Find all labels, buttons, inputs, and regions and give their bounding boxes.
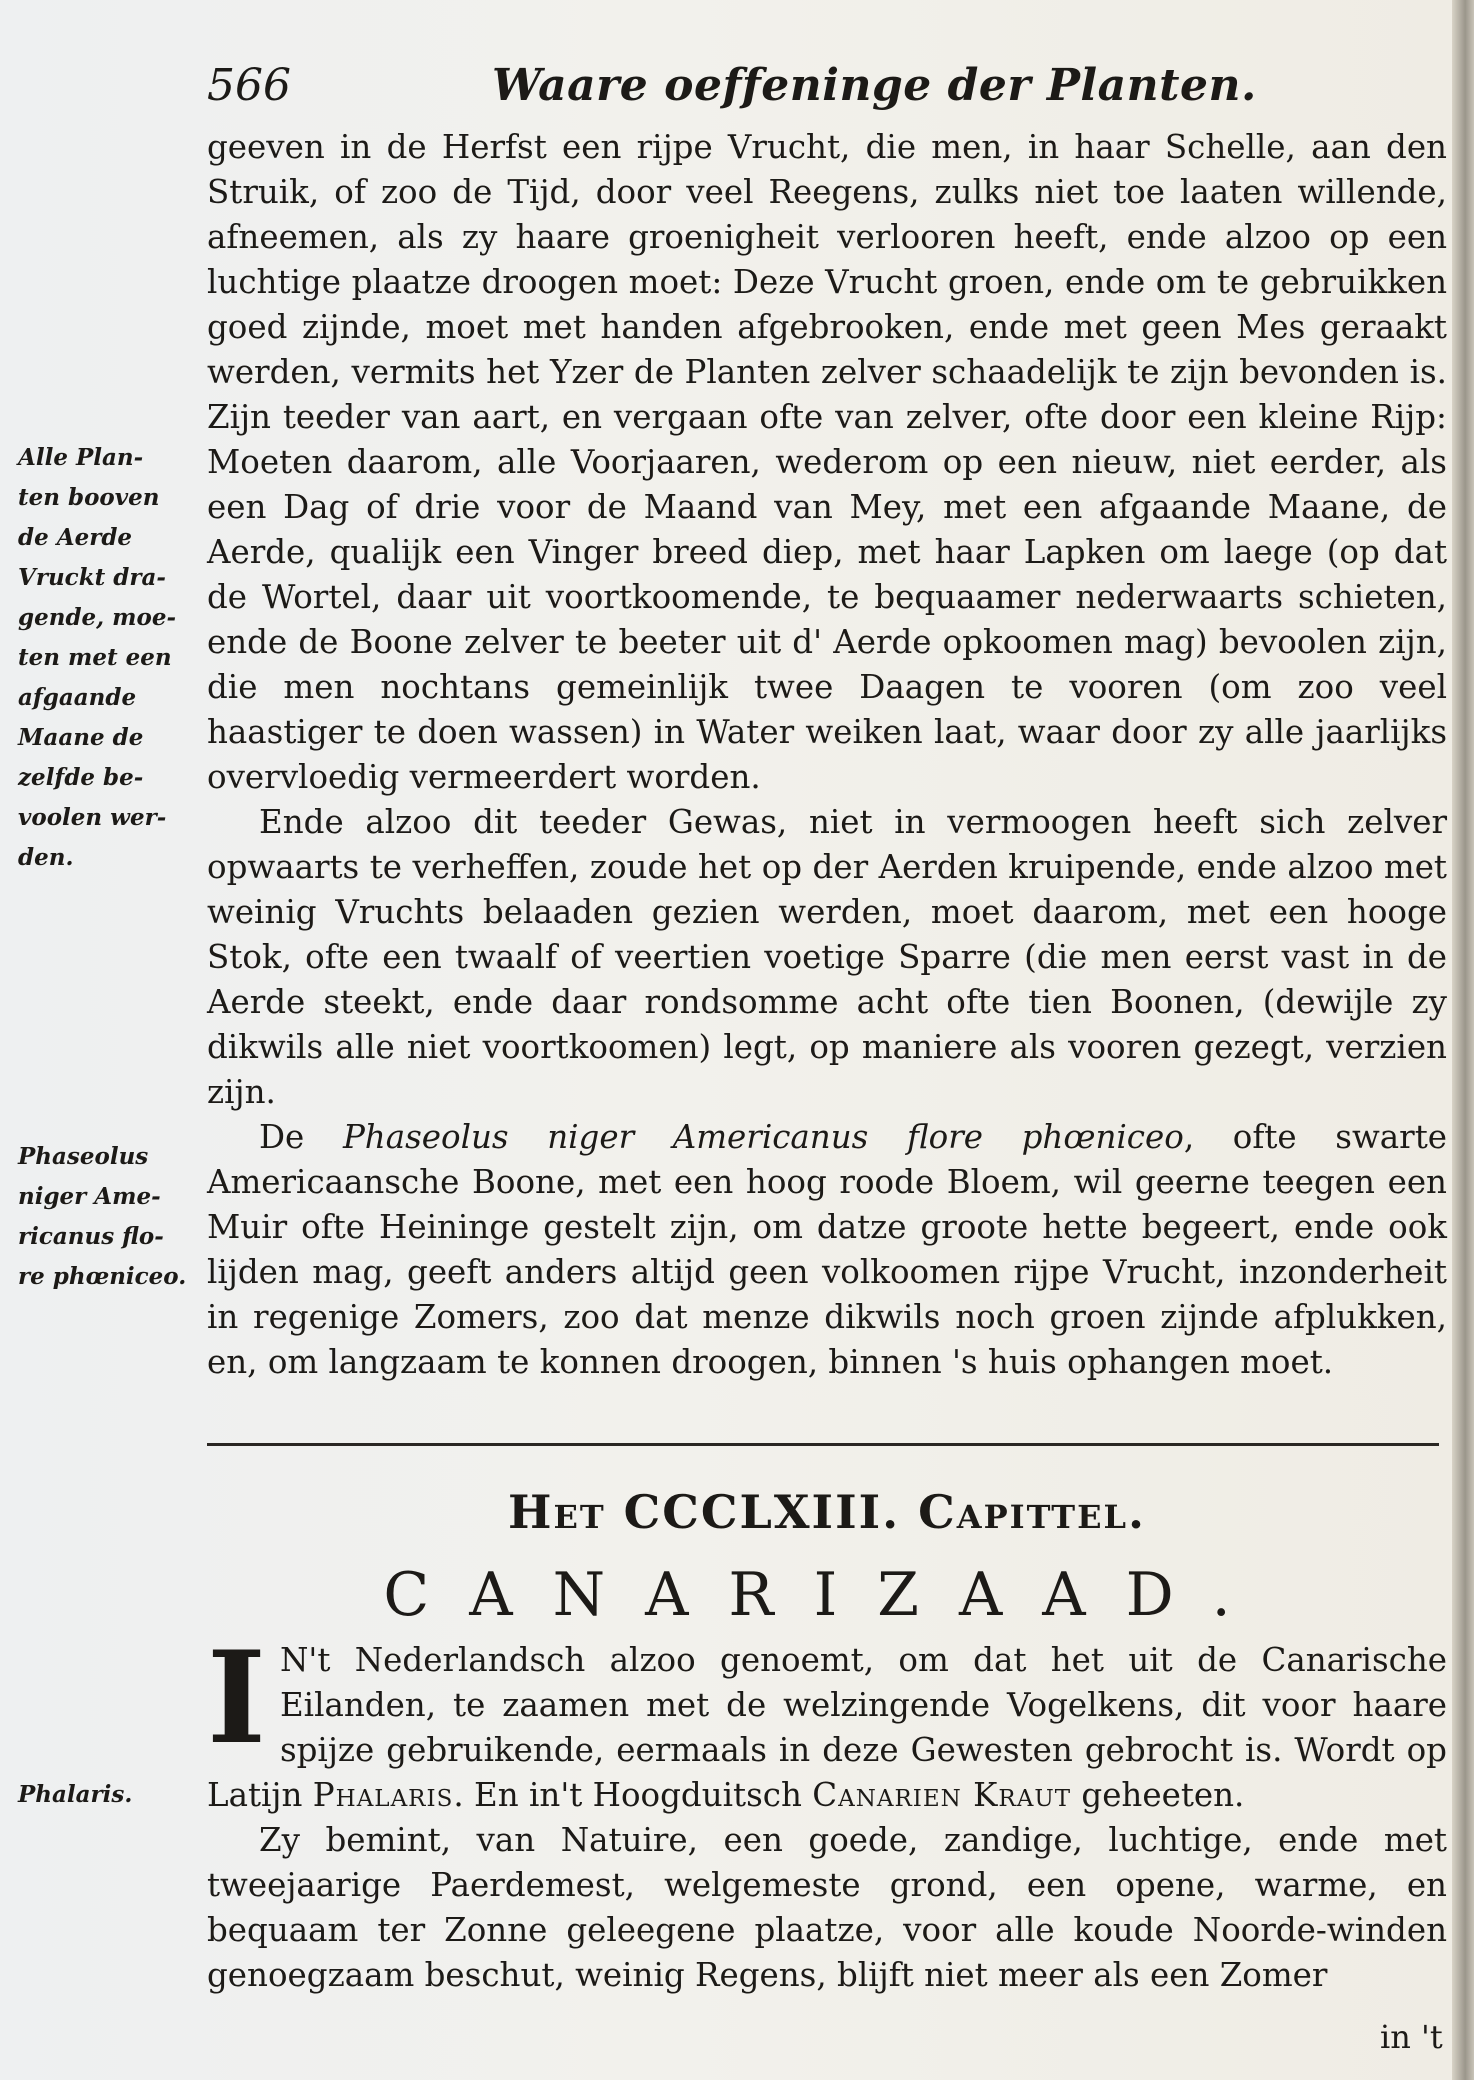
paragraph xyxy=(207,1624,1447,1818)
chapter-title: CANARIZAAD. xyxy=(383,1560,1271,1630)
chapter-heading: Het CCCLXIII. Capittel. xyxy=(508,1485,1146,1539)
paragraph: geeven in de Herfst een rijpe Vrucht, die men, in haar Schelle, aan den Struik, of zoo de Tijd, door veel Reegens, zulks niet toe laaten willende, afneemen, als zy haare groenigheit verlooren heeft, ende alzoo op een luchtige plaatze droogen moet: Deze Vrucht groen, ende om te gebruikken goed zijnde, moet met handen afgebrooken, ende met geen Mes geraakt werden, vermits het Yzer de Planten zelver schaadelijk te zijn bevonden is. Zijn teeder van aart, en vergaan ofte van zelver, ofte door een kleine Rijp: Moeten daarom, alle Voorjaaren, wederom op een nieuw, niet eerder, als een Dag of drie voor de Maand van Mey, met een afgaande Maane, de Aerde, qualijk een Vinger breed diep, met haar Lapken om laege (op dat de Wortel, daar uit voortkoomende, te bequaamer nederwaarts schieten, ende de Boone zelver te beeter uit d' Aerde opkoomen mag) bevoolen zijn, die men nochtans gemeinlijk twee Daagen te vooren (om zoo veel haastiger te doen wassen) in Water weiken laat, waar door zy alle jaarlijks overvloedig vermeerdert worden. xyxy=(207,128,1447,796)
paragraph xyxy=(207,1115,1447,1385)
paragraph-text: geheeten. xyxy=(1071,1776,1245,1814)
catchword: in 't xyxy=(1380,2018,1443,2056)
margin-note-planting xyxy=(18,438,198,878)
main-text xyxy=(207,125,1447,1385)
page-header xyxy=(207,60,1447,120)
latin-name: Phalaris xyxy=(312,1776,454,1814)
paragraph-text: . En in't Hoogduitsch xyxy=(453,1776,813,1814)
margin-note-phalaris xyxy=(18,1775,198,1815)
paragraph xyxy=(207,800,1447,1115)
paragraph-text: , ofte swarte Americaansche Boone, met een hoog roode Bloem, wil geerne teegen een Muir ofte Heininge gestelt zijn, om datze groote hette begeert, ende ook lijden mag, geeft anders altijd geen volkoomen rijpe Vrucht, inzonderheit in regenige Zomers, zoo dat menze dikwils noch groen zijnde afplukken, en, om langzaam te konnen droogen, binnen 's huis ophangen moet. xyxy=(207,1118,1447,1381)
paragraph-text: De xyxy=(259,1118,343,1156)
paragraph-text: Ende alzoo dit teeder Gewas, niet in vermoogen heeft sich zelver opwaarts te verheffen, zoude het op der Aerden kruipende, ende alzoo met weinig Vruchts belaaden gezien werden, moet daarom, met een hooge Stok, ofte een twaalf of veertien voetige Sparre (die men eerst vast in de Aerde steekt, ende daar rondsomme acht ofte tien Boonen, (dewijle zy dikwils alle niet voortkoomen) legt, op maniere als vooren gezegt, verzien zijn. xyxy=(207,803,1447,1111)
section-divider xyxy=(207,1443,1439,1446)
margin-note-phaseolus xyxy=(18,1137,198,1297)
paragraph-text: N't Nederlandsch alzoo genoemt, om dat het uit de Canarische Eilanden, te zaamen met de welzingende Vogelkens, dit voor haare spijze gebruikende, eermaals in deze Gewesten gebrocht is. Wordt op Latijn xyxy=(207,1641,1447,1814)
chapter-text xyxy=(207,1624,1447,1998)
page-number: 566 xyxy=(207,60,291,111)
german-name: Canarien Kraut xyxy=(812,1776,1072,1814)
running-title: Waare oeffeninge der Planten. xyxy=(492,60,1257,111)
paragraph: Zy bemint, van Natuire, een goede, zandige, luchtige, ende met tweejaarige Paerdemest, welgemeste grond, een opene, warme, en bequaam ter Zonne geleegene plaatze, voor alle koude Noorde-winden genoegzaam beschut, weinig Regens, blijft niet meer als een Zomer xyxy=(207,1821,1447,1994)
drop-cap: I xyxy=(207,1624,266,1772)
latin-name: Phaseolus niger Americanus flore phœniceo xyxy=(342,1118,1184,1156)
margin-note-text: Phaseolus niger Ame- ricanus flo- re phœniceo. xyxy=(18,1143,187,1290)
margin-note-text: Phalaris. xyxy=(18,1781,133,1808)
margin-note-text: Alle Plan- ten booven de Aerde Vruckt dra- gende, moe- ten met een afgaande Maane de zelfde be- voolen wer- den. xyxy=(18,444,177,871)
adjacent-book-edge xyxy=(1452,0,1474,2080)
